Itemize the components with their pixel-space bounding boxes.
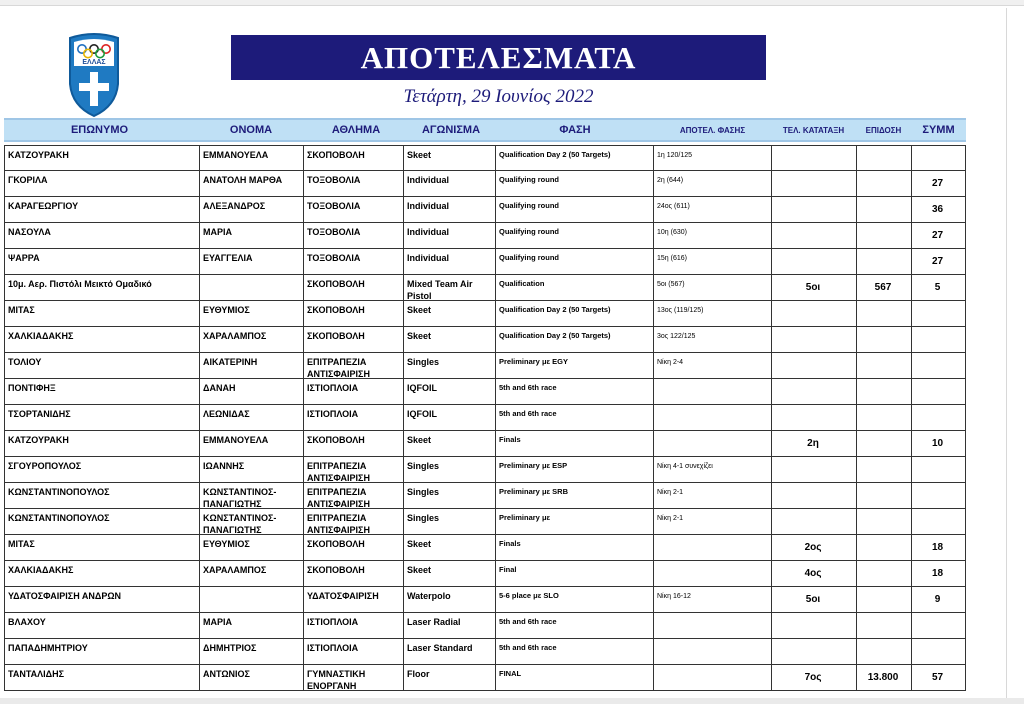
table-row — [4, 249, 966, 275]
cell-name: ΚΩΝΣΤΑΝΤΙΝΟΣ-ΠΑΝΑΓΙΩΤΗΣ — [199, 483, 303, 509]
cell-name: ΧΑΡΑΛΑΜΠΟΣ — [199, 561, 303, 587]
cell-participants: 18 — [911, 535, 966, 561]
cell-name — [199, 275, 303, 301]
cell-phase: 5th and 6th race — [495, 379, 653, 405]
cell-event: Skeet — [403, 561, 495, 587]
cell-performance — [856, 457, 911, 483]
cell-participants: 57 — [911, 665, 966, 691]
cell-participants — [911, 509, 966, 535]
cell-participants — [911, 353, 966, 379]
cell-event: IQFOIL — [403, 379, 495, 405]
cell-name: ΧΑΡΑΛΑΜΠΟΣ — [199, 327, 303, 353]
cell-event: Singles — [403, 457, 495, 483]
cell-performance — [856, 535, 911, 561]
cell-final-rank: 4ος — [771, 561, 856, 587]
cell-final-rank — [771, 223, 856, 249]
cell-event: Individual — [403, 171, 495, 197]
cell-phase: 5th and 6th race — [495, 639, 653, 665]
cell-surname: ΤΣΟΡΤΑΝΙΔΗΣ — [4, 405, 199, 431]
cell-participants — [911, 379, 966, 405]
cell-participants: 10 — [911, 431, 966, 457]
page-edge — [1006, 8, 1007, 704]
cell-performance — [856, 223, 911, 249]
cell-surname: ΜΙΤΑΣ — [4, 535, 199, 561]
cell-performance — [856, 509, 911, 535]
cell-performance — [856, 171, 911, 197]
cell-performance: 567 — [856, 275, 911, 301]
cell-sport: ΓΥΜΝΑΣΤΙΚΗ ΕΝΟΡΓΑΝΗ — [303, 665, 403, 691]
cell-sport: ΣΚΟΠΟΒΟΛΗ — [303, 327, 403, 353]
cell-name: ΛΕΩΝΙΔΑΣ — [199, 405, 303, 431]
cell-event: Mixed Team Air Pistol — [403, 275, 495, 301]
table-row — [4, 431, 966, 457]
cell-final-rank — [771, 405, 856, 431]
cell-final-rank — [771, 249, 856, 275]
cell-phase: 5th and 6th race — [495, 405, 653, 431]
cell-phase-result: 13ος (119/125) — [653, 301, 771, 327]
cell-sport: ΤΟΞΟΒΟΛΙΑ — [303, 197, 403, 223]
cell-phase: 5-6 place με SLO — [495, 587, 653, 613]
header-name: ΟΝΟΜΑ — [229, 124, 273, 136]
cell-event: Singles — [403, 483, 495, 509]
header-surname: ΕΠΩΝΥΜΟ — [70, 124, 129, 136]
cell-event: Skeet — [403, 145, 495, 171]
cell-event: Singles — [403, 353, 495, 379]
cell-event: Skeet — [403, 431, 495, 457]
cell-phase-result: 5οι (567) — [653, 275, 771, 301]
cell-event: Waterpolo — [403, 587, 495, 613]
header-final-rank: ΤΕΛ. ΚΑΤΑΤΑΞΗ — [782, 125, 845, 135]
cell-performance — [856, 379, 911, 405]
cell-performance: 13.800 — [856, 665, 911, 691]
cell-participants — [911, 327, 966, 353]
cell-sport: ΕΠΙΤΡΑΠΕΖΙΑ ΑΝΤΙΣΦΑΙΡΙΣΗ — [303, 509, 403, 535]
cell-phase: Preliminary με EGY — [495, 353, 653, 379]
page-title: ΑΠΟΤΕΛΕΣΜΑΤΑ — [231, 35, 766, 80]
cell-surname: ΤΟΛΙΟΥ — [4, 353, 199, 379]
cell-phase: Qualification Day 2 (50 Targets) — [495, 145, 653, 171]
cell-name: ΙΩΑΝΝΗΣ — [199, 457, 303, 483]
cell-name: ΑΝΑΤΟΛΗ ΜΑΡΘΑ — [199, 171, 303, 197]
cell-sport: ΙΣΤΙΟΠΛΟΙΑ — [303, 379, 403, 405]
svg-text:ΕΛΛΑΣ: ΕΛΛΑΣ — [82, 59, 106, 66]
cell-final-rank — [771, 171, 856, 197]
cell-event: Skeet — [403, 301, 495, 327]
cell-surname: ΓΚΟΡΙΛΑ — [4, 171, 199, 197]
cell-final-rank — [771, 457, 856, 483]
cell-participants — [911, 483, 966, 509]
cell-sport: ΥΔΑΤΟΣΦΑΙΡΙΣΗ — [303, 587, 403, 613]
cell-final-rank — [771, 639, 856, 665]
cell-final-rank — [771, 613, 856, 639]
cell-sport: ΣΚΟΠΟΒΟΛΗ — [303, 145, 403, 171]
cell-phase-result — [653, 431, 771, 457]
cell-phase: Preliminary με ESP — [495, 457, 653, 483]
cell-sport: ΤΟΞΟΒΟΛΙΑ — [303, 171, 403, 197]
table-row — [4, 197, 966, 223]
cell-phase-result — [653, 405, 771, 431]
viewer-bottom-bar — [0, 698, 1024, 704]
cell-sport: ΣΚΟΠΟΒΟΛΗ — [303, 275, 403, 301]
cell-phase: Final — [495, 561, 653, 587]
cell-event: Singles — [403, 509, 495, 535]
table-header — [4, 118, 966, 142]
cell-surname: ΧΑΛΚΙΑΔΑΚΗΣ — [4, 327, 199, 353]
table-row — [4, 145, 966, 171]
table-row — [4, 665, 966, 691]
table-row — [4, 639, 966, 665]
cell-performance — [856, 587, 911, 613]
cell-phase: Qualifying round — [495, 197, 653, 223]
cell-phase: Finals — [495, 535, 653, 561]
table-row — [4, 301, 966, 327]
cell-phase-result: 24ος (611) — [653, 197, 771, 223]
cell-performance — [856, 431, 911, 457]
cell-sport: ΣΚΟΠΟΒΟΛΗ — [303, 535, 403, 561]
cell-final-rank — [771, 327, 856, 353]
table-row — [4, 535, 966, 561]
cell-sport: ΕΠΙΤΡΑΠΕΖΙΑ ΑΝΤΙΣΦΑΙΡΙΣΗ — [303, 353, 403, 379]
header-phase: ΦΑΣΗ — [559, 124, 591, 136]
cell-participants — [911, 457, 966, 483]
cell-sport: ΙΣΤΙΟΠΛΟΙΑ — [303, 613, 403, 639]
cell-phase-result: Νίκη 4-1 συνεχίζει — [653, 457, 771, 483]
cell-participants: 27 — [911, 171, 966, 197]
table-row — [4, 327, 966, 353]
cell-name: ΑΛΕΞΑΝΔΡΟΣ — [199, 197, 303, 223]
cell-event: Floor — [403, 665, 495, 691]
table-row — [4, 587, 966, 613]
cell-phase: Qualification Day 2 (50 Targets) — [495, 327, 653, 353]
report-date: Τετάρτη, 29 Ιουνίος 2022 — [403, 86, 594, 107]
cell-performance — [856, 613, 911, 639]
cell-performance — [856, 561, 911, 587]
cell-name: ΜΑΡΙΑ — [199, 223, 303, 249]
cell-final-rank: 2η — [771, 431, 856, 457]
cell-phase-result — [653, 561, 771, 587]
cell-sport: ΙΣΤΙΟΠΛΟΙΑ — [303, 639, 403, 665]
cell-surname: ΒΛΑΧΟΥ — [4, 613, 199, 639]
cell-sport: ΕΠΙΤΡΑΠΕΖΙΑ ΑΝΤΙΣΦΑΙΡΙΣΗ — [303, 483, 403, 509]
cell-name: ΕΜΜΑΝΟΥΕΛΑ — [199, 145, 303, 171]
cell-phase-result — [653, 613, 771, 639]
cell-name: ΕΥΘΥΜΙΟΣ — [199, 301, 303, 327]
cell-phase-result — [653, 379, 771, 405]
header-participants: ΣΥΜΜ — [922, 124, 955, 136]
cell-final-rank — [771, 483, 856, 509]
hellas-olympic-shield-logo — [66, 32, 122, 118]
table-row — [4, 405, 966, 431]
cell-event: Individual — [403, 223, 495, 249]
table-row — [4, 561, 966, 587]
cell-name: ΑΙΚΑΤΕΡΙΝΗ — [199, 353, 303, 379]
cell-name: ΕΜΜΑΝΟΥΕΛΑ — [199, 431, 303, 457]
cell-participants — [911, 639, 966, 665]
cell-participants: 27 — [911, 249, 966, 275]
cell-final-rank: 5οι — [771, 587, 856, 613]
cell-final-rank: 2ος — [771, 535, 856, 561]
cell-sport: ΤΟΞΟΒΟΛΙΑ — [303, 223, 403, 249]
cell-surname: ΚΑΤΖΟΥΡΑΚΗ — [4, 431, 199, 457]
cell-final-rank — [771, 379, 856, 405]
cell-sport: ΣΚΟΠΟΒΟΛΗ — [303, 431, 403, 457]
cell-surname: ΚΩΝΣΤΑΝΤΙΝΟΠΟΥΛΟΣ — [4, 509, 199, 535]
cell-phase: Qualifying round — [495, 223, 653, 249]
cell-event: Individual — [403, 249, 495, 275]
header-sport: ΑΘΛΗΜΑ — [331, 124, 381, 136]
header-performance: ΕΠΙΔΟΣΗ — [865, 125, 902, 135]
cell-phase-result: Νίκη 2-4 — [653, 353, 771, 379]
table-row — [4, 223, 966, 249]
cell-performance — [856, 483, 911, 509]
cell-name: ΚΩΝΣΤΑΝΤΙΝΟΣ-ΠΑΝΑΓΙΩΤΗΣ — [199, 509, 303, 535]
cell-phase-result: Νίκη 2-1 — [653, 483, 771, 509]
cell-final-rank: 5οι — [771, 275, 856, 301]
cell-sport: ΕΠΙΤΡΑΠΕΖΙΑ ΑΝΤΙΣΦΑΙΡΙΣΗ — [303, 457, 403, 483]
header-event: ΑΓΩΝΙΣΜΑ — [421, 124, 481, 136]
cell-phase: Preliminary με SRB — [495, 483, 653, 509]
cell-final-rank — [771, 145, 856, 171]
cell-sport: ΣΚΟΠΟΒΟΛΗ — [303, 561, 403, 587]
cell-performance — [856, 327, 911, 353]
cell-performance — [856, 197, 911, 223]
cell-event: Laser Standard — [403, 639, 495, 665]
cell-name: ΕΥΑΓΓΕΛΙΑ — [199, 249, 303, 275]
cell-phase-result: 3ος 122/125 — [653, 327, 771, 353]
cell-phase: Qualifying round — [495, 171, 653, 197]
cell-performance — [856, 249, 911, 275]
cell-surname: ΠΑΠΑΔΗΜΗΤΡΙΟΥ — [4, 639, 199, 665]
cell-name: ΑΝΤΩΝΙΟΣ — [199, 665, 303, 691]
cell-sport: ΙΣΤΙΟΠΛΟΙΑ — [303, 405, 403, 431]
cell-surname: ΜΙΤΑΣ — [4, 301, 199, 327]
cell-phase: 5th and 6th race — [495, 613, 653, 639]
cell-phase-result: 2η (644) — [653, 171, 771, 197]
cell-participants: 36 — [911, 197, 966, 223]
cell-surname: ΥΔΑΤΟΣΦΑΙΡΙΣΗ ΑΝΔΡΩΝ — [4, 587, 199, 613]
cell-event: Laser Radial — [403, 613, 495, 639]
table-row — [4, 457, 966, 483]
cell-final-rank: 7ος — [771, 665, 856, 691]
cell-participants: 27 — [911, 223, 966, 249]
cell-event: IQFOIL — [403, 405, 495, 431]
cell-participants: 9 — [911, 587, 966, 613]
cell-phase: Finals — [495, 431, 653, 457]
cell-surname: ΨΑΡΡΑ — [4, 249, 199, 275]
cell-performance — [856, 301, 911, 327]
cell-sport: ΣΚΟΠΟΒΟΛΗ — [303, 301, 403, 327]
viewer-top-bar — [0, 0, 1024, 6]
cell-final-rank — [771, 197, 856, 223]
cell-phase-result — [653, 665, 771, 691]
cell-performance — [856, 639, 911, 665]
cell-phase: FINAL — [495, 665, 653, 691]
table-row — [4, 613, 966, 639]
table-row — [4, 353, 966, 379]
cell-phase: Qualifying round — [495, 249, 653, 275]
table-row — [4, 171, 966, 197]
cell-surname: ΧΑΛΚΙΑΔΑΚΗΣ — [4, 561, 199, 587]
cell-surname: ΝΑΣΟΥΛΑ — [4, 223, 199, 249]
cell-final-rank — [771, 301, 856, 327]
cell-surname: ΣΓΟΥΡΟΠΟΥΛΟΣ — [4, 457, 199, 483]
cell-name: ΔΑΝΑΗ — [199, 379, 303, 405]
cell-participants — [911, 301, 966, 327]
table-row — [4, 483, 966, 509]
cell-participants — [911, 613, 966, 639]
cell-event: Skeet — [403, 327, 495, 353]
cell-final-rank — [771, 509, 856, 535]
cell-phase-result: Νίκη 2-1 — [653, 509, 771, 535]
cell-performance — [856, 353, 911, 379]
cell-phase-result: 15η (616) — [653, 249, 771, 275]
cell-final-rank — [771, 353, 856, 379]
cell-event: Skeet — [403, 535, 495, 561]
cell-participants — [911, 145, 966, 171]
cell-phase-result — [653, 535, 771, 561]
cell-sport: ΤΟΞΟΒΟΛΙΑ — [303, 249, 403, 275]
cell-phase-result: Νίκη 16-12 — [653, 587, 771, 613]
cell-phase-result: 1η 120/125 — [653, 145, 771, 171]
cell-surname: ΚΑΡΑΓΕΩΡΓΙΟΥ — [4, 197, 199, 223]
cell-participants: 5 — [911, 275, 966, 301]
table-row — [4, 379, 966, 405]
table-row — [4, 275, 966, 301]
cell-phase: Qualification — [495, 275, 653, 301]
header-phase-result: ΑΠΟΤΕΛ. ΦΑΣΗΣ — [679, 125, 746, 135]
cell-event: Individual — [403, 197, 495, 223]
cell-phase: Qualification Day 2 (50 Targets) — [495, 301, 653, 327]
cell-phase: Preliminary με — [495, 509, 653, 535]
cell-performance — [856, 405, 911, 431]
cell-participants: 18 — [911, 561, 966, 587]
table-row — [4, 509, 966, 535]
cell-name: ΕΥΘΥΜΙΟΣ — [199, 535, 303, 561]
cell-surname: ΠΟΝΤΙΦΗΞ — [4, 379, 199, 405]
cell-name — [199, 587, 303, 613]
cell-performance — [856, 145, 911, 171]
cell-name: ΜΑΡΙΑ — [199, 613, 303, 639]
cell-name: ΔΗΜΗΤΡΙΟΣ — [199, 639, 303, 665]
cell-phase-result — [653, 639, 771, 665]
cell-surname: 10μ. Αερ. Πιστόλι Μεικτό Ομαδικό — [4, 275, 199, 301]
cell-surname: ΚΩΝΣΤΑΝΤΙΝΟΠΟΥΛΟΣ — [4, 483, 199, 509]
cell-surname: ΤΑΝΤΑΛΙΔΗΣ — [4, 665, 199, 691]
cell-participants — [911, 405, 966, 431]
cell-phase-result: 10η (630) — [653, 223, 771, 249]
cell-surname: ΚΑΤΖΟΥΡΑΚΗ — [4, 145, 199, 171]
